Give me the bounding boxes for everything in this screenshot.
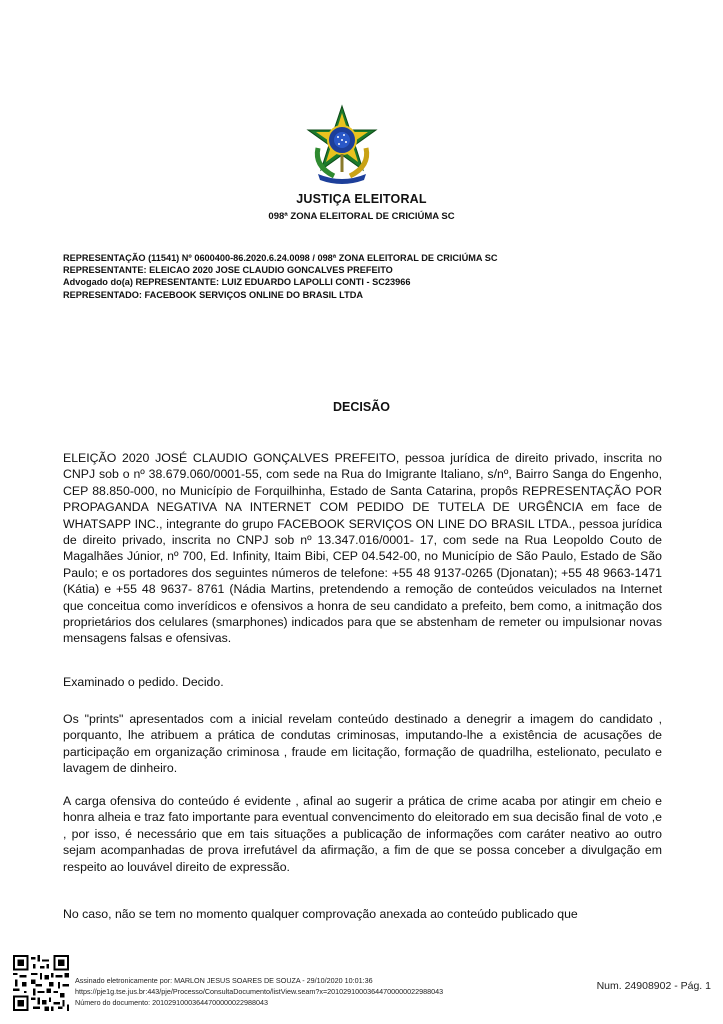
document-url[interactable]: https://pje1g.tse.jus.br:443/pje/Processo/ConsultaDocumento/listView.seam?x=20102910003644700000022988043 <box>75 986 444 996</box>
paragraph-text: No caso, não se tem no momento qualquer comprovação anexada ao conteúdo publicado que <box>63 907 578 921</box>
paragraph-text: ELEIÇÃO 2020 JOSÉ CLAUDIO GONÇALVES PREFEITO, pessoa jurídica de direito privado, inscrita no CNPJ sob o nº 38.679.060/0001-55, com sede na Rua do Imigrante Italiano, s/nº, Bairro Sanga do Engenho, CEP 88.850-000, no Município de Forquilhinha, Estado de Santa Catarina, propôs REPRESENTAÇÃO POR PROPAGANDA NEGATIVA NA INTERNET COM PEDIDO DE TUTELA DE URGÊNCIA em face de WHATSAPP INC., integrante do grupo FACEBOOK SERVIÇOS ON LINE DO BRASIL LTDA., pessoa jurídica de direito privado, inscrita no CNPJ sob nº 13.347.016/0001- 17, com sede na Rua Leopoldo Couto de Magalhães Júnior, nº 700, Ed. Infinity, Itaim Bibi, CEP 04.542-00, no Município de São Paulo, Estado de São Paulo; e os portadores dos seguintes números de telefone: +55 48 9137-0265 (Djonatan); +55 48 9663-1471 (Kátia) e +55 48 9637- 8761 (Nádia Martins, pretendendo a remoção de conteúdos veiculados na Internet que conceitua como inverídicos e ofensivos a honra de seu candidato a prefeito, bem como, a initmação dos proprietários dos celulares (smarphones) indicados para que se abstenham de remeter ou impulsionar novas mensagens falsas e ofensivas. <box>63 451 662 646</box>
court-zone: 098ª ZONA ELEITORAL DE CRICIÚMA SC <box>268 211 455 222</box>
defendant-line: REPRESENTADO: FACEBOOK SERVIÇOS ONLINE DO BRASIL LTDA <box>63 289 363 300</box>
case-number-line: REPRESENTAÇÃO (11541) Nº 0600400-86.2020.6.24.0098 / 098ª ZONA ELEITORAL DE CRICIÚMA SC <box>63 253 498 263</box>
page-number: Num. 24908902 - Pág. 1 <box>596 980 711 992</box>
paragraph-text: A carga ofensiva do conteúdo é evidente , afinal ao sugerir a prática de crime acaba por atingir em cheio e honra alheia e traz fato importante para eventual convencimento do eleitorado em sua decisão final de voto ,e , por isso, é necessário que em tais situações a publicação de informações com caráter neativo ao outro sejam acompanhadas de prova irrefutável da afirmação, a fim de que se possa conceber a divulgação em respeito ao louvável direito de expressão. <box>63 794 662 874</box>
plaintiff-line: REPRESENTANTE: ELEICAO 2020 JOSE CLAUDIO GONCALVES PREFEITO <box>63 265 393 276</box>
decision-heading: DECISÃO <box>333 400 390 414</box>
case-caption <box>63 252 663 301</box>
qr-code-icon <box>13 955 69 1011</box>
paragraph-text: Examinado o pedido. Decido. <box>63 675 224 689</box>
paragraph-prints <box>63 711 662 777</box>
signature-info <box>75 976 545 1008</box>
paragraph-text: Os "prints" apresentados com a inicial revelam conteúdo destinado a denegrir a imagem do candidato , porquanto, lhe atribuem a prática de condutas criminosas, imputando-lhe a existência de acusações de participação em organização criminosa , fraude em licitação, formação de quadrilha, estelionato, peculato e lavagem de dinheiro. <box>63 712 662 776</box>
paragraph-offensive-content <box>63 793 662 875</box>
brazil-coat-of-arms-logo <box>304 104 380 184</box>
signature-line: Assinado eletronicamente por: MARLON JESUS SOARES DE SOUZA - 29/10/2020 10:01:36 <box>75 976 373 985</box>
paragraph-continuation <box>63 906 662 922</box>
paragraph-petition <box>63 450 662 647</box>
document-number: Número do documento: 20102910003644700000022988043 <box>75 997 269 1007</box>
lawyer-line: Advogado do(a) REPRESENTANTE: LUIZ EDUARDO LAPOLLI CONTI - SC23966 <box>63 277 411 288</box>
court-title: JUSTIÇA ELEITORAL <box>296 192 427 206</box>
paragraph-decision-intro <box>63 674 662 690</box>
